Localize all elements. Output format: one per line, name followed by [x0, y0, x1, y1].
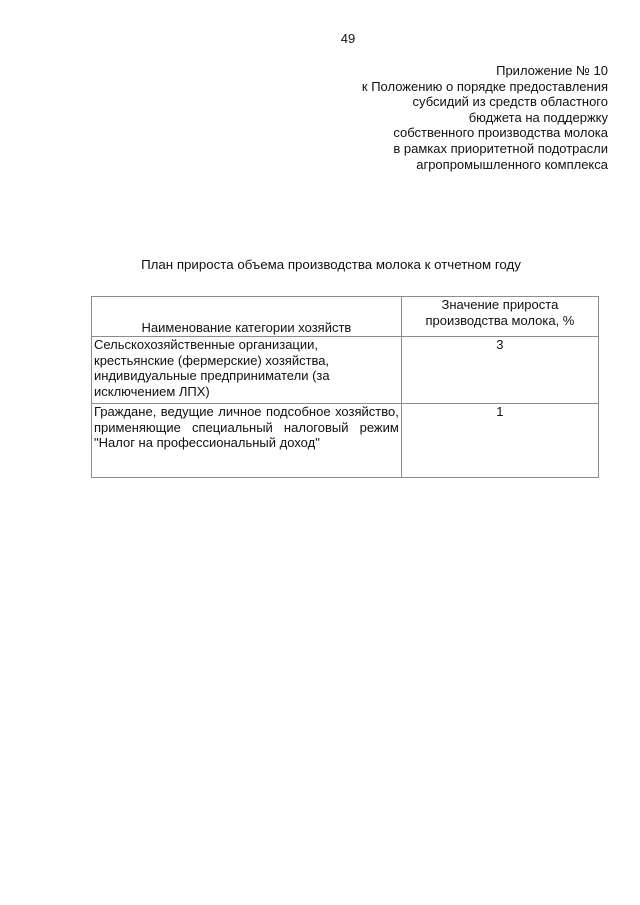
plan-table: [91, 296, 599, 478]
appendix-line: субсидий из средств областного: [412, 94, 608, 110]
table-row: [92, 337, 599, 404]
appendix-line: агропромышленного комплекса: [416, 156, 608, 172]
appendix-line: в рамках приоритетной подотрасли: [393, 140, 608, 156]
value-cell: 1: [401, 404, 598, 478]
column-header-value: Значение прироста производства молока, %: [401, 297, 598, 337]
category-cell: Сельскохозяйственные организации, крестьянские (фермерские) хозяйства, индивидуальные предприниматели (за исключением ЛПХ): [92, 337, 402, 404]
appendix-line: к Положению о порядке предоставления: [361, 78, 608, 94]
appendix-line: бюджета на поддержку: [468, 109, 608, 125]
page-number: 49: [340, 31, 356, 46]
category-cell: Граждане, ведущие личное подсобное хозяйство, применяющие специальный налоговый режим "Налог на профессиональный доход": [92, 404, 402, 478]
appendix-header: [308, 63, 608, 172]
table-row: [92, 404, 599, 478]
table-header-row: [92, 297, 599, 337]
value-cell: 3: [401, 337, 598, 404]
appendix-line: Приложение № 10: [496, 63, 608, 78]
appendix-line: собственного производства молока: [393, 125, 608, 141]
document-title: План прироста объема производства молока к отчетном году: [141, 257, 521, 272]
column-header-category: Наименование категории хозяйств: [92, 297, 402, 337]
